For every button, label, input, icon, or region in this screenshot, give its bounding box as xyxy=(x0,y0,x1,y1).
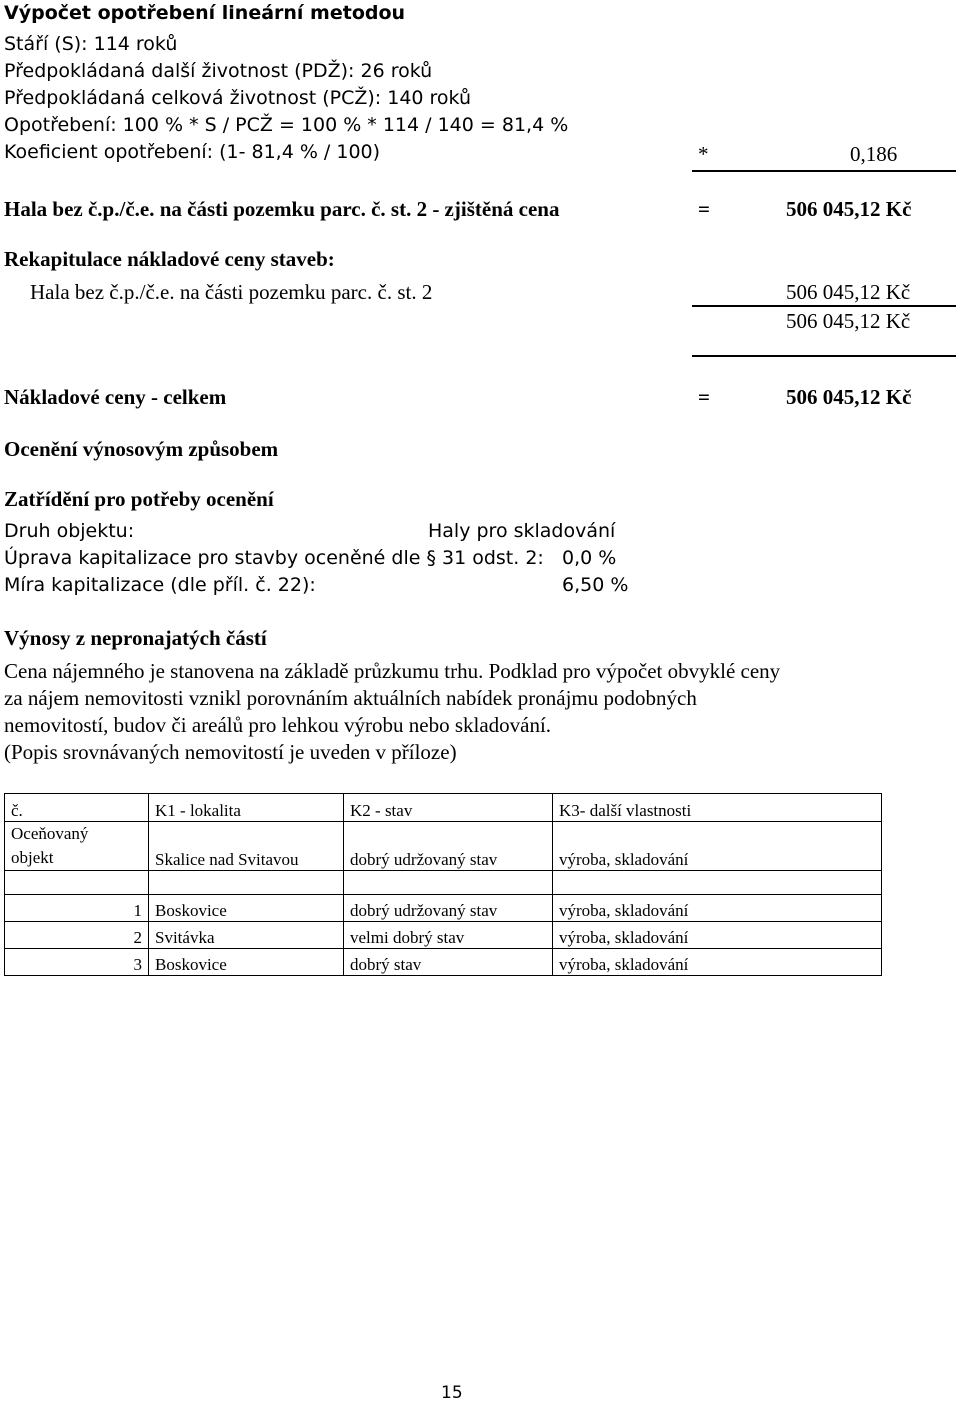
table-cell xyxy=(344,871,553,895)
coefficient-operator: * xyxy=(698,142,709,166)
table-cell: 1 xyxy=(5,895,149,922)
recap-item-underline xyxy=(692,305,956,307)
classification-title: Zatřídění pro potřeby ocenění xyxy=(4,487,274,511)
found-price-value: 506 045,12 Kč xyxy=(786,197,912,221)
found-price-operator: = xyxy=(698,197,710,221)
cap-rate-label: Míra kapitalizace (dle příl. č. 22): xyxy=(4,574,316,596)
table-header-row xyxy=(5,794,882,822)
cap-adjust-label: Úprava kapitalizace pro stavby oceněné dle § 31 odst. 2: xyxy=(4,547,544,569)
object-type-label: Druh objektu: xyxy=(4,520,135,542)
table-header-cell: K1 - lokalita xyxy=(149,794,344,822)
total-life-line: Předpokládaná celková životnost (PCŽ): 140 roků xyxy=(4,87,472,109)
age-line: Stáří (S): 114 roků xyxy=(4,33,178,55)
table-header-cell: č. xyxy=(5,794,149,822)
page-number: 15 xyxy=(441,1383,463,1403)
table-cell xyxy=(149,871,344,895)
wear-line: Opotřebení: 100 % * S / PCŽ = 100 % * 114 / 140 = 81,4 % xyxy=(4,114,569,136)
depreciation-title: Výpočet opotřebení lineární metodou xyxy=(4,2,406,24)
table-cell: Svitávka xyxy=(149,922,344,949)
found-price-label: Hala bez č.p./č.e. na části pozemku parc. č. st. 2 - zjištěná cena xyxy=(4,197,560,221)
table-cell: 3 xyxy=(5,949,149,976)
table-row xyxy=(5,949,882,976)
rent-text-line: (Popis srovnávaných nemovitostí je uveden v příloze) xyxy=(4,740,457,764)
cap-adjust-value: 0,0 % xyxy=(562,547,617,569)
table-subject-row xyxy=(5,822,882,871)
coefficient-label: Koeficient opotřebení: (1- 81,4 % / 100) xyxy=(4,141,381,163)
table-cell: výroba, skladování xyxy=(553,895,882,922)
table-cell xyxy=(5,822,149,871)
table-cell: Boskovice xyxy=(149,949,344,976)
coefficient-underline xyxy=(692,170,956,172)
table-cell: dobrý udržovaný stav xyxy=(344,895,553,922)
table-row xyxy=(5,895,882,922)
table-cell: velmi dobrý stav xyxy=(344,922,553,949)
comparison-table xyxy=(4,793,882,976)
coefficient-value: 0,186 xyxy=(850,142,898,166)
rent-text-line: nemovitostí, budov či areálů pro lehkou výrobu nebo skladování. xyxy=(4,713,552,737)
table-cell xyxy=(553,871,882,895)
table-cell: Boskovice xyxy=(149,895,344,922)
table-cell xyxy=(5,871,149,895)
cost-total-value: 506 045,12 Kč xyxy=(786,385,912,409)
remaining-life-line: Předpokládaná další životnost (PDŽ): 26 roků xyxy=(4,60,433,82)
table-cell: 2 xyxy=(5,922,149,949)
subject-label: Oceňovaný xyxy=(11,824,89,843)
cost-total-operator: = xyxy=(698,385,710,409)
table-cell: výroba, skladování xyxy=(553,949,882,976)
rent-text-line: Cena nájemného je stanovena na základě průzkumu trhu. Podklad pro výpočet obvyklé ceny xyxy=(4,659,781,683)
rent-text-line: za nájem nemovitosti vznikl porovnáním aktuálních nabídek pronájmu podobných xyxy=(4,686,697,710)
income-title: Ocenění výnosovým způsobem xyxy=(4,437,279,461)
table-cell: Skalice nad Svitavou xyxy=(149,822,344,871)
rent-title: Výnosy z nepronajatých částí xyxy=(4,626,267,650)
table-cell: výroba, skladování xyxy=(553,822,882,871)
recap-item-value: 506 045,12 Kč xyxy=(786,280,911,304)
object-type-value: Haly pro skladování xyxy=(428,520,616,542)
recap-subtotal: 506 045,12 Kč xyxy=(786,309,911,333)
table-cell: dobrý udržovaný stav xyxy=(344,822,553,871)
cost-total-label: Nákladové ceny - celkem xyxy=(4,385,227,409)
table-header-cell: K3- další vlastnosti xyxy=(553,794,882,822)
table-cell: výroba, skladování xyxy=(553,922,882,949)
recap-subtotal-underline xyxy=(692,355,956,357)
table-header-cell: K2 - stav xyxy=(344,794,553,822)
cap-rate-value: 6,50 % xyxy=(562,574,629,596)
table-spacer-row xyxy=(5,871,882,895)
subject-label: objekt xyxy=(11,848,54,867)
recap-title: Rekapitulace nákladové ceny staveb: xyxy=(4,247,335,271)
table-cell: dobrý stav xyxy=(344,949,553,976)
table-row xyxy=(5,922,882,949)
recap-item-label: Hala bez č.p./č.e. na části pozemku parc. č. st. 2 xyxy=(30,280,433,304)
